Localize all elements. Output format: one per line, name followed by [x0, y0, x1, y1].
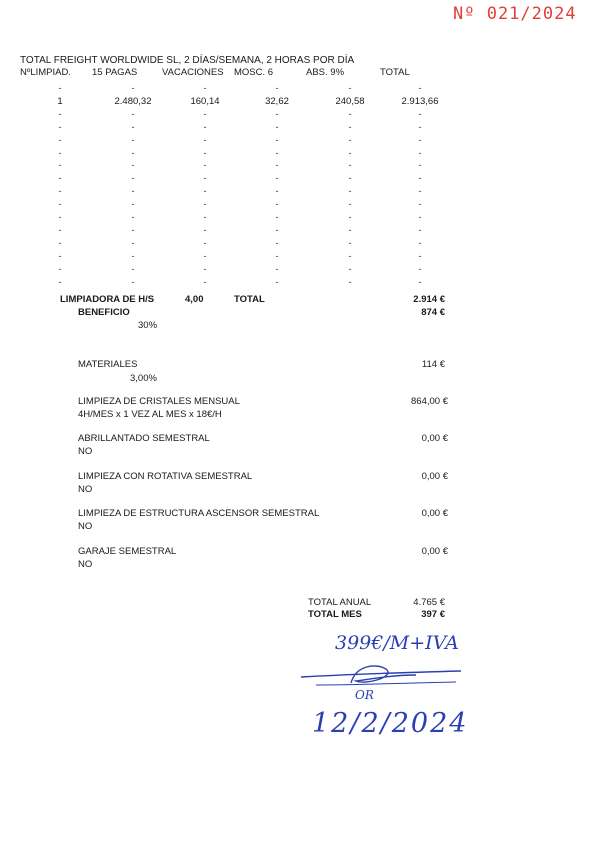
table-cell: -: [131, 250, 135, 261]
item-sub: NO: [78, 446, 93, 457]
table-cell: -: [58, 147, 62, 158]
table-cell: -: [203, 121, 207, 132]
table-cell: -: [58, 276, 62, 287]
table-row: [0, 148, 595, 160]
table-cell: 160,14: [190, 95, 220, 107]
table-cell: -: [203, 237, 207, 248]
table-cell: -: [58, 224, 62, 235]
table-row: [0, 264, 595, 276]
item-value: 864,00 €: [411, 396, 448, 407]
table-cell: -: [275, 83, 279, 93]
table-cell: -: [58, 263, 62, 274]
table-cell: -: [418, 237, 422, 248]
table-cell: -: [348, 121, 352, 132]
table-cell: -: [275, 224, 279, 235]
table-cell: -: [203, 276, 207, 287]
table-cell: -: [131, 263, 135, 274]
table-cell: -: [275, 186, 279, 197]
item-value: 0,00 €: [421, 546, 448, 557]
item-label: LIMPIEZA DE CRISTALES MENSUAL: [78, 396, 240, 407]
table-cell: -: [203, 212, 207, 222]
table-cell: -: [131, 108, 135, 119]
table-cell: -: [58, 199, 62, 210]
beneficio-percent: 30%: [138, 320, 158, 331]
table-cell: -: [275, 134, 279, 145]
table-cell: -: [203, 224, 207, 235]
table-cell: -: [418, 160, 422, 171]
handwritten-initials: OR: [355, 688, 374, 702]
table-cell: -: [131, 212, 135, 222]
table-cell: -: [131, 276, 135, 287]
table-cell: -: [58, 250, 62, 261]
table-cell: -: [348, 147, 352, 158]
item-sub: NO: [78, 559, 93, 570]
table-cell: -: [131, 160, 135, 171]
item-label: LIMPIEZA CON ROTATIVA SEMESTRAL: [78, 471, 253, 482]
table-cell: -: [131, 134, 135, 145]
table-cell: 1: [57, 95, 63, 107]
item-label: LIMPIEZA DE ESTRUCTURA ASCENSOR SEMESTRAL: [78, 508, 320, 519]
table-cell: -: [348, 199, 352, 210]
table-cell: -: [275, 199, 279, 210]
item-label: ABRILLANTADO SEMESTRAL: [78, 433, 210, 444]
table-cell: -: [348, 250, 352, 261]
table-cell: -: [348, 108, 352, 119]
table-row: [0, 109, 595, 121]
table-cell: -: [203, 250, 207, 261]
table-cell: -: [58, 160, 62, 171]
table-cell: -: [348, 134, 352, 145]
table-cell: -: [275, 212, 279, 222]
total-anual-value: 4.765 €: [413, 597, 445, 608]
beneficio-value: 874 €: [421, 307, 445, 318]
table-cell: -: [203, 173, 207, 184]
total-label: TOTAL: [234, 294, 265, 305]
table-cell: -: [203, 186, 207, 197]
table-cell: -: [275, 250, 279, 261]
table-cell: -: [348, 237, 352, 248]
table-row: [0, 160, 595, 172]
table-cell: -: [418, 276, 422, 287]
table-cell: -: [131, 186, 135, 197]
table-cell: -: [275, 263, 279, 274]
table-cell: -: [348, 173, 352, 184]
table-row: [0, 83, 595, 95]
handwritten-amount: 399€/M+IVA: [335, 632, 459, 654]
table-cell: -: [348, 224, 352, 235]
table-cell: -: [131, 173, 135, 184]
table-cell: -: [131, 224, 135, 235]
table-cell: -: [203, 263, 207, 274]
table-cell: -: [418, 224, 422, 235]
table-cell: -: [275, 276, 279, 287]
table-cell: -: [348, 160, 352, 171]
total-anual-label: TOTAL ANUAL: [308, 597, 372, 608]
item-value: 0,00 €: [421, 433, 448, 444]
table-cell: -: [58, 186, 62, 197]
table-cell: 2.480,32: [114, 95, 152, 107]
table-cell: -: [418, 199, 422, 210]
table-cell: -: [418, 83, 422, 93]
table-cell: -: [58, 121, 62, 132]
table-cell: -: [203, 160, 207, 171]
table-row: [0, 238, 595, 250]
table-cell: 32,62: [265, 95, 289, 107]
table-cell: -: [275, 147, 279, 158]
beneficio-label: BENEFICIO: [78, 307, 130, 318]
table-cell: -: [58, 83, 62, 93]
limpiadora-label: LIMPIADORA DE H/S: [60, 294, 155, 305]
document-title: TOTAL FREIGHT WORLDWIDE SL, 2 DÍAS/SEMANA, 2 HORAS POR DÍA: [20, 55, 355, 66]
item-sub: NO: [78, 484, 93, 495]
table-row: [0, 251, 595, 263]
table-cell: -: [348, 186, 352, 197]
table-row: [0, 173, 595, 185]
table-row: [0, 96, 595, 108]
table-row: [0, 277, 595, 289]
table-cell: -: [275, 160, 279, 171]
header-vacaciones: VACACIONES: [162, 67, 224, 78]
table-cell: -: [418, 173, 422, 184]
table-cell: -: [58, 212, 62, 222]
signature-icon: [296, 655, 476, 695]
table-cell: -: [418, 212, 422, 222]
table-cell: -: [418, 108, 422, 119]
item-value: 0,00 €: [421, 508, 448, 519]
table-cell: -: [348, 276, 352, 287]
table-cell: -: [275, 121, 279, 132]
table-row: [0, 199, 595, 211]
table-cell: -: [203, 83, 207, 93]
table-cell: -: [418, 147, 422, 158]
table-cell: -: [131, 147, 135, 158]
header-total: TOTAL: [380, 67, 410, 78]
item-sub: NO: [78, 521, 93, 532]
table-cell: -: [58, 237, 62, 248]
total-mes-label: TOTAL MES: [308, 609, 362, 620]
total-value: 2.914 €: [413, 294, 445, 305]
handwritten-date: 12/2/2024: [312, 708, 469, 739]
table-cell: -: [348, 83, 352, 93]
table-cell: -: [275, 237, 279, 248]
header-mosc: MOSC. 6: [234, 67, 274, 78]
table-row: [0, 186, 595, 198]
materiales-value: 114 €: [421, 359, 445, 370]
table-row: [0, 225, 595, 237]
table-cell: -: [348, 212, 352, 222]
table-cell: -: [275, 108, 279, 119]
table-cell: -: [275, 173, 279, 184]
table-cell: -: [131, 83, 135, 93]
materiales-label: MATERIALES: [78, 359, 138, 370]
table-cell: -: [418, 250, 422, 261]
table-cell: -: [418, 134, 422, 145]
header-15-pagas: 15 PAGAS: [92, 67, 138, 78]
table-cell: -: [131, 199, 135, 210]
document-number: Nº 021/2024: [453, 4, 577, 24]
table-cell: -: [348, 263, 352, 274]
header-abs: ABS. 9%: [306, 67, 345, 78]
item-label: GARAJE SEMESTRAL: [78, 546, 177, 557]
table-cell: 2.913,66: [401, 95, 439, 107]
table-cell: 240,58: [335, 95, 365, 107]
table-cell: -: [131, 121, 135, 132]
table-cell: -: [58, 108, 62, 119]
table-row: [0, 212, 595, 224]
materiales-percent: 3,00%: [130, 373, 157, 384]
table-row: [0, 135, 595, 147]
table-cell: -: [131, 237, 135, 248]
header-nlimpiad: NºLIMPIAD.: [20, 67, 71, 78]
table-cell: -: [418, 186, 422, 197]
table-cell: -: [58, 134, 62, 145]
item-value: 0,00 €: [421, 471, 448, 482]
hours-value: 4,00: [185, 294, 204, 305]
table-cell: -: [418, 263, 422, 274]
total-mes-value: 397 €: [421, 609, 445, 620]
table-cell: -: [203, 199, 207, 210]
table-cell: -: [203, 108, 207, 119]
table-row: [0, 122, 595, 134]
item-sub: 4H/MES x 1 VEZ AL MES x 18€/H: [78, 409, 222, 420]
table-cell: -: [418, 121, 422, 132]
table-cell: -: [203, 134, 207, 145]
table-cell: -: [58, 173, 62, 184]
table-cell: -: [203, 147, 207, 158]
